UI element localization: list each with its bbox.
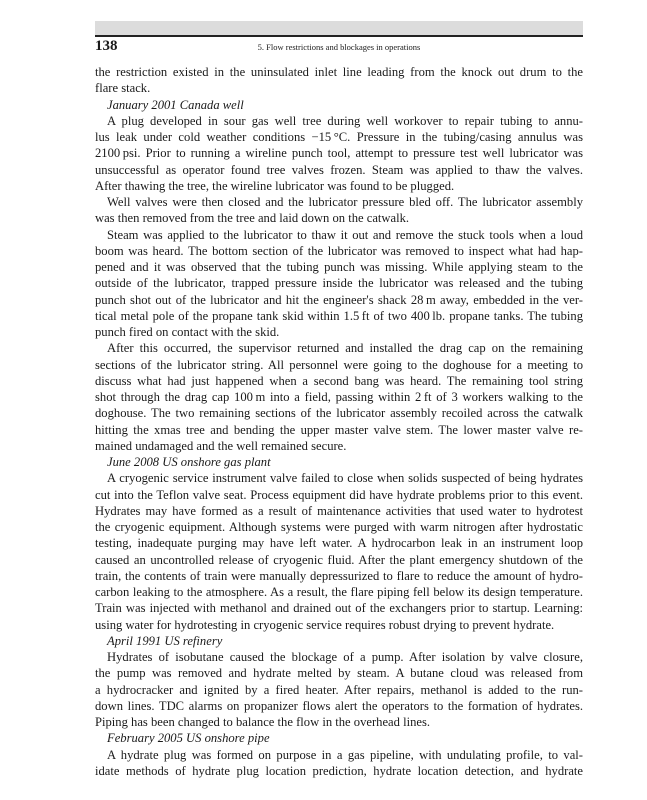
paragraph-line: mained undamaged and the well remained secure. [95,438,347,453]
paragraph-line: using water for hydrotesting in cryogenic service requires robust drying to prevent hydrate. [95,617,555,632]
paragraph-line: A hydrate plug was formed on purpose in a gas pipeline, with undulating profile, to val- [107,747,583,762]
paragraph-line: Well valves were then closed and the lubricator pressure bled off. The lubricator assembly [107,195,583,209]
paragraph-line: doghouse. The two remaining sections of the lubricator assembly recoiled across the catwalk [95,406,583,421]
paragraph-line: sections of the lubricator string. All personnel were going to the doghouse for a meeting to [95,357,583,372]
case-heading: April 1991 US refinery [107,633,223,648]
paragraph-line: punch shot out of the lubricator and hit the engineer's shack 28 m away, embedded in the ver- [95,292,583,307]
paragraph-line: flare stack. [95,81,151,96]
paragraph-line: down lines. TDC alarms on propanizer flows alert the operators to the formation of hydrates. [95,698,583,713]
paragraph-line: cut into the Teflon valve seat. Process equipment did have hydrate problems prior to this event. [95,487,583,502]
running-title: 5. Flow restrictions and blockages in operations [257,42,421,52]
paragraph-line: punch fired on contact with the skid. [95,325,280,339]
paragraph-line: carbon leaking to the atmosphere. As a result, the flare piping fell below its design temperature. [95,585,583,599]
paragraph-line: Train was injected with methanol and drained out of the exchangers prior to startup. Learning: [95,601,583,616]
paragraph-line: was then removed from the tree and laid down on the catwalk. [95,211,410,226]
paragraph-line: Steam was applied to the lubricator to thaw it out and remove the stuck tools when a loud [107,227,583,242]
paragraph-line: lus leak under cold weather conditions −15 °C. Pressure in the tubing/casing annulus was [95,130,583,144]
paragraph-line: Hydrates of isobutane caused the blockage of a pump. After isolation by valve closure, [107,650,583,664]
paragraph-line: shot through the drag cap 100 m into a field, passing within 2 ft of 3 workers walking to the [95,390,583,404]
paragraph-line: Piping has been changed to balance the flow in the overhead lines. [95,715,431,729]
paragraph-line: the cryogenic equipment. Although systems were purged with warm nitrogen after hydrostatic [95,520,583,534]
case-heading: June 2008 US onshore gas plant [107,455,271,469]
case-heading: January 2001 Canada well [107,97,244,112]
paragraph-line: discuss what had just happened when a second bang was heard. The remaining tool string [95,373,583,388]
paragraph-line: tical metal pole of the propane tank skid within 1.5 ft of two 400 lb. propane tanks. The tubing [95,308,583,323]
paragraph-line: testing, inadequate purging may have left water. A hydrocarbon leak in an instrument loop [95,536,583,551]
header-rule [95,35,583,37]
paragraph-line: After thawing the tree, the wireline lubricator was found to be plugged. [95,178,455,193]
paragraph-line: unsuccessful as operator found tree valves frozen. Steam was applied to thaw the valves. [95,162,583,177]
paragraph-line: Hydrates may have formed as a result of maintenance activities that used water to hydrotest [95,503,583,518]
paragraph-line: 2100 psi. Prior to running a wireline punch tool, attempt to pressure test well lubricator was [95,146,583,161]
paragraph-line: A cryogenic service instrument valve failed to close when solids suspected of being hydrates [107,471,583,486]
paragraph-line: A plug developed in sour gas well tree during well workover to repair tubing to annu- [107,113,583,128]
paragraph-line: After this occurred, the supervisor returned and installed the drag cap on the remaining [107,341,583,356]
paragraph-line: train, the contents of train were manually depressurized to flare to reduce the amount of hydro- [95,568,583,583]
paragraph-line: hitting the xmas tree and bending the upper master valve stem. The lower master valve re- [95,422,583,437]
paragraph-line: the restriction existed in the uninsulated inlet line leading from the knock out drum to the [95,65,583,79]
paragraph-line: the pump was removed and hydrate melted by steam. A butane cloud was released from [95,666,583,681]
paragraph-line: a hydrocracker and ignited by a fired heater. After repairs, methanol is added to the run- [95,682,583,697]
paragraph-line: outside of the lubricator, trapped pressure inside the lubricator was released and the tubing [95,276,583,291]
page-body [95,64,583,779]
header-bar [95,21,583,35]
paragraph-line: idate methods of hydrate plug location prediction, hydrate location detection, and hydrate [95,763,583,778]
case-heading: February 2005 US onshore pipe [107,731,270,746]
page-number: 138 [95,38,118,54]
paragraph-line: caused an uncontrolled release of cryogenic fluid. After the plant emergency shutdown of the [95,552,583,567]
paragraph-line: pened and it was observed that the tubing punch was missing. While applying steam to the [95,260,583,274]
paragraph-line: boom was heard. The bottom section of the lubricator was removed to inspect what had hap- [95,243,583,258]
